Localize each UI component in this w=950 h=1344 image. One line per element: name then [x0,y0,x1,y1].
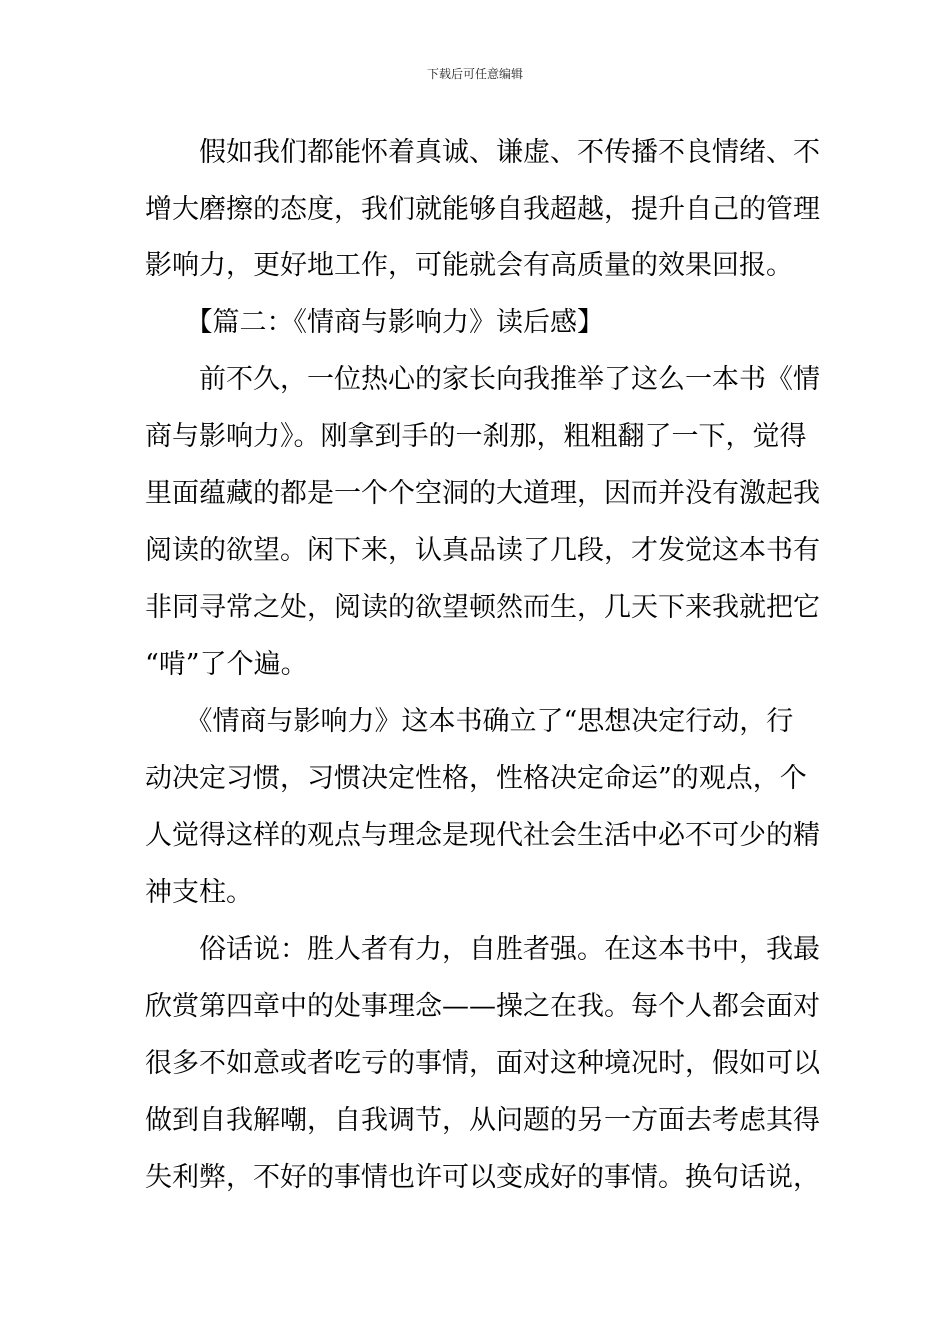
text-line: 俗话说：胜人者有力，自胜者强。在这本书中，我最 [145,934,820,965]
text-line: 前不久，一位热心的家长向我推举了这么一本书《情 [145,364,820,395]
text-line: 假如我们都能怀着真诚、谦虚、不传播不良情绪、不 [145,137,820,168]
section-heading: 【篇二：《情商与影响力》读后感】 [145,307,604,338]
text-line: 增大磨擦的态度，我们就能够自我超越，提升自己的管理 [145,194,820,225]
text-line: 做到自我解嘲，自我调节，从问题的另一方面去考虑其得 [145,1105,820,1136]
text-line: 里面蕴藏的都是一个个空洞的大道理，因而并没有激起我 [145,478,820,509]
text-line: 商与影响力》。刚拿到手的一刹那，粗粗翻了一下，觉得 [145,421,807,452]
text-line: 影响力，更好地工作，可能就会有高质量的效果回报。 [145,250,793,281]
text-line: 神支柱。 [145,877,253,908]
page-header: 下载后可任意编辑 [426,67,523,81]
text-line: 人觉得这样的观点与理念是现代社会生活中必不可少的精 [145,820,820,851]
text-line: 阅读的欲望。闲下来，认真品读了几段，才发觉这本书有 [145,535,820,566]
text-line: 非同寻常之处，阅读的欲望顿然而生，几天下来我就把它 [145,592,820,623]
text-line: 《情商与影响力》这本书确立了“思想决定行动，行 [145,706,794,737]
text-line: 动决定习惯，习惯决定性格，性格决定命运”的观点，个 [145,763,807,794]
text-line: 很多不如意或者吃亏的事情，面对这种境况时，假如可以 [145,1048,820,1079]
text-line: 欣赏第四章中的处事理念——操之在我。每个人都会面对 [145,991,820,1022]
text-line: 失利弊，不好的事情也许可以变成好的事情。换句话说， [145,1162,820,1193]
text-line: “啃”了个遍。 [145,649,308,680]
